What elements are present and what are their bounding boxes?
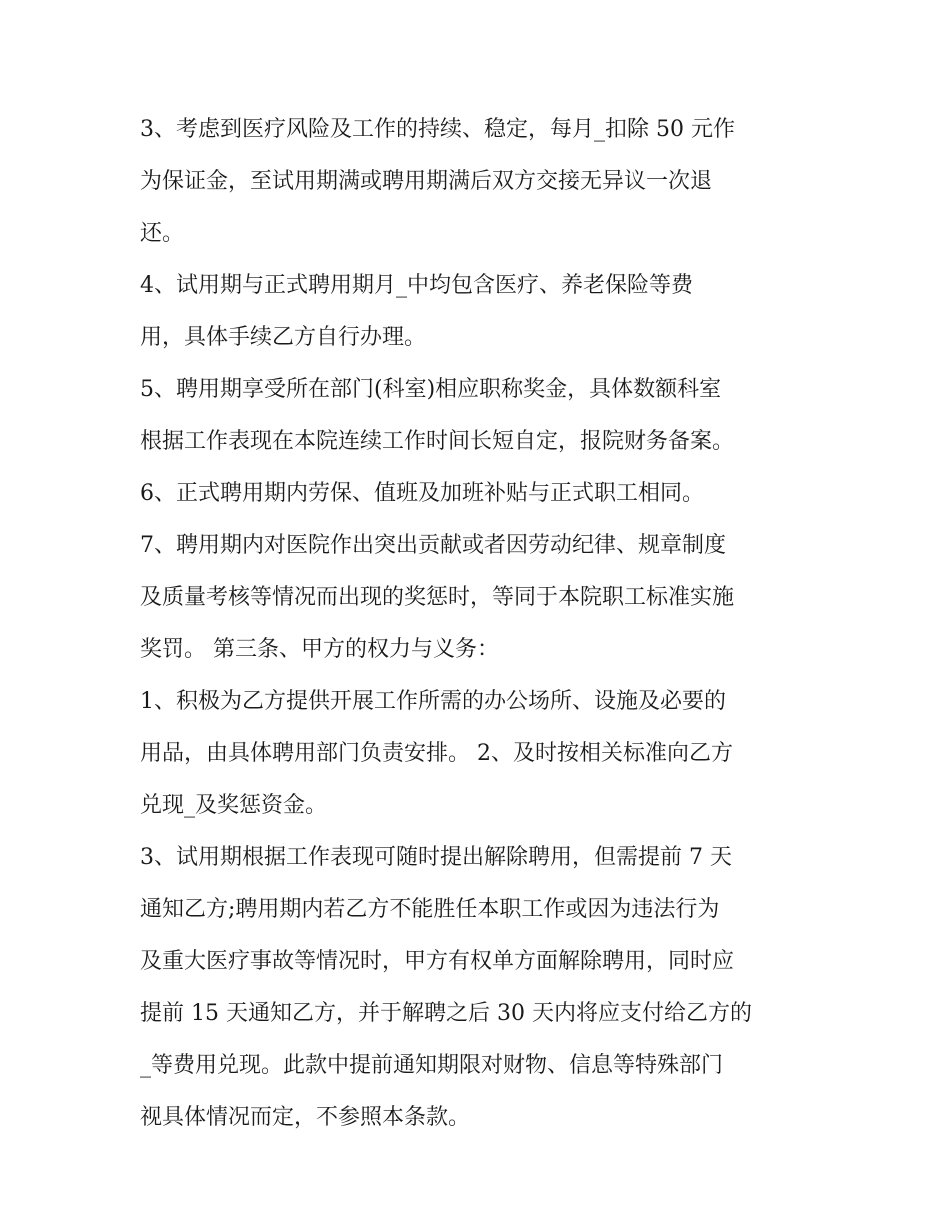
text-line: 及重大医疗事故等情况时，甲方有权单方面解除聘用，同时应 [140, 949, 735, 974]
text-line: 为保证金，至试用期满或聘用期满后双方交接无异议一次退 [140, 169, 713, 194]
text-line: 奖罚。 第三条、甲方的权力与义务： [140, 637, 499, 662]
text-line: 用，具体手续乙方自行办理。 [140, 325, 427, 350]
text-line: 7、聘用期内对医院作出突出贡献或者因劳动纪律、规章制度 [140, 533, 726, 558]
text-line: 6、正式聘用期内劳保、值班及加班补贴与正式职工相同。 [140, 481, 704, 506]
text-line: 1、积极为乙方提供开展工作所需的办公场所、设施及必要的 [140, 689, 726, 714]
text-line: 视具体情况而定，不参照本条款。 [140, 1105, 471, 1130]
text-line: 根据工作表现在本院连续工作时间长短自定，报院财务备案。 [140, 429, 735, 454]
text-line: 通知乙方;聘用期内若乙方不能胜任本职工作或因为违法行为 [140, 897, 720, 922]
text-line: 4、试用期与正式聘用期月_中均包含医疗、养老保险等费 [140, 273, 693, 298]
text-line: 及质量考核等情况而出现的奖惩时，等同于本院职工标准实施 [140, 585, 735, 610]
text-line: 5、聘用期享受所在部门(科室)相应职称奖金，具体数额科室 [140, 377, 722, 402]
document-page [140, 104, 830, 1144]
text-line: 还。 [140, 221, 185, 246]
text-line: _等费用兑现。此款中提前通知期限对财物、信息等特殊部门 [140, 1053, 724, 1078]
text-line: 3、考虑到医疗风险及工作的持续、稳定，每月_扣除 50 元作 [140, 117, 735, 142]
text-line: 提前 15 天通知乙方，并于解聘之后 30 天内将应支付给乙方的 [140, 1001, 752, 1026]
text-line: 兑现_及奖惩资金。 [140, 793, 328, 818]
text-line: 用品，由具体聘用部门负责安排。 2、及时按相关标准向乙方 [140, 741, 733, 766]
text-line: 3、试用期根据工作表现可随时提出解除聘用，但需提前 7 天 [140, 845, 732, 870]
